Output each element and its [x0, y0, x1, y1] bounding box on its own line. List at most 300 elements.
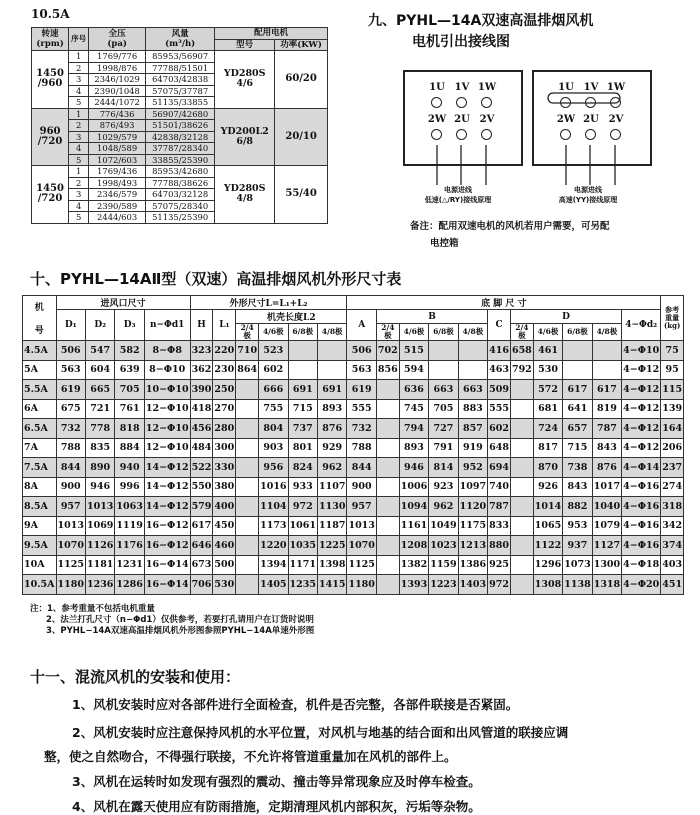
table-cell: 884 [115, 438, 144, 458]
col-outer: 外形尺寸L=L₁+L₂ [190, 296, 347, 310]
pole-subheader: 2/4极 [376, 324, 399, 341]
row-no: 4 [69, 200, 89, 212]
row-no: 3 [69, 189, 89, 201]
table-cell: 691 [288, 380, 317, 400]
table-cell: 705 [115, 380, 144, 400]
table-cell: 1040 [592, 497, 621, 517]
wiring-title: 九、PYHL—14A双速高温排烟风机 [368, 13, 594, 29]
table-cell: 9A [23, 516, 57, 536]
pressure-cell: 1072/603 [89, 154, 146, 166]
pressure-cell: 2390/589 [89, 200, 146, 212]
table-cell: 663 [429, 380, 458, 400]
table-cell: 7.5A [23, 458, 57, 478]
table-cell [510, 555, 533, 575]
table-cell [376, 419, 399, 439]
table-cell: 952 [458, 458, 487, 478]
table-cell: 1171 [288, 555, 317, 575]
table-cell: 1180 [347, 575, 376, 595]
table-row [23, 555, 684, 575]
table-cell: 1016 [259, 477, 288, 497]
table-cell: 563 [56, 360, 85, 380]
table-cell: 926 [533, 477, 562, 497]
table-cell: 500 [213, 555, 236, 575]
table-cell: 12−Φ10 [144, 399, 190, 419]
table-cell [236, 536, 259, 556]
table-cell: 666 [259, 380, 288, 400]
table-cell: 745 [399, 399, 428, 419]
table-row [23, 458, 684, 478]
table-row [23, 575, 684, 595]
table-cell: 555 [488, 399, 511, 419]
table-cell: 919 [458, 438, 487, 458]
table-cell: 12−Φ10 [144, 419, 190, 439]
table-cell: 1181 [85, 555, 114, 575]
table-cell: 461 [533, 341, 562, 361]
pressure-cell: 1769/436 [89, 166, 146, 178]
terminal-label: 1U [558, 82, 574, 93]
pole-subheader: 4/6极 [399, 324, 428, 341]
table-cell: 1070 [56, 536, 85, 556]
table-cell: 658 [510, 341, 533, 361]
table-cell [510, 477, 533, 497]
table-cell: 300 [213, 438, 236, 458]
table-cell: 946 [399, 458, 428, 478]
table-cell [510, 438, 533, 458]
table-cell: 579 [190, 497, 213, 517]
table-cell: 1187 [318, 516, 347, 536]
row-no: 4 [69, 85, 89, 97]
table-cell: 374 [661, 536, 684, 556]
table-cell: 1393 [399, 575, 428, 595]
table-cell: 1125 [56, 555, 85, 575]
table-row [32, 166, 328, 178]
table-cell: 882 [563, 497, 592, 517]
table-cell: 1223 [429, 575, 458, 595]
table-cell: 1013 [56, 516, 85, 536]
pole-subheader: 4/6极 [259, 324, 288, 341]
pole-subheader: 4/8极 [592, 324, 621, 341]
table-cell: 715 [288, 399, 317, 419]
install-para-1: 1、风机安装时应对各部件进行全面检查，机件是否完整，各部件联接是否紧固。 [72, 697, 519, 712]
table-row [23, 419, 684, 439]
table-cell: 673 [190, 555, 213, 575]
wiring-subtitle: 电机引出接线图 [412, 34, 510, 50]
table-cell: 804 [259, 419, 288, 439]
table-cell: 617 [563, 380, 592, 400]
table-cell: 1382 [399, 555, 428, 575]
table-cell: 550 [190, 477, 213, 497]
table-cell: 619 [56, 380, 85, 400]
table-cell: 778 [85, 419, 114, 439]
motor-power-cell: 20/10 [275, 108, 328, 166]
pole-subheader: 4/6极 [533, 324, 562, 341]
wiring-note-2: 电控箱 [430, 238, 459, 249]
table-cell: 737 [288, 419, 317, 439]
terminal-label: 1V [454, 82, 470, 93]
table-cell: 691 [318, 380, 347, 400]
table-cell: 925 [488, 555, 511, 575]
table-cell: 342 [661, 516, 684, 536]
table-cell: 657 [563, 419, 592, 439]
flow-cell: 85953/56907 [146, 51, 215, 63]
table-cell: 1063 [115, 497, 144, 517]
table-cell: 876 [592, 458, 621, 478]
table-cell: 681 [533, 399, 562, 419]
table-cell [236, 438, 259, 458]
table-cell [563, 341, 592, 361]
install-para-3: 3、风机在运转时如发现有强烈的震动、撞击等异常现象应及时停车检查。 [72, 774, 481, 789]
table-cell: 835 [85, 438, 114, 458]
motor-model-cell: YD280S 4/8 [215, 166, 275, 224]
table-cell [236, 458, 259, 478]
flow-cell: 42838/32128 [146, 131, 215, 143]
table-cell: 819 [592, 399, 621, 419]
table-cell: 8−Φ8 [144, 341, 190, 361]
table-cell: 724 [533, 419, 562, 439]
table-cell [376, 458, 399, 478]
table-cell: 318 [661, 497, 684, 517]
flow-cell: 77788/38626 [146, 177, 215, 189]
table-cell: 1394 [259, 555, 288, 575]
col-speed: 转速 (rpm) [32, 28, 69, 51]
table-cell [510, 575, 533, 595]
table-cell: 665 [85, 380, 114, 400]
table-cell: 694 [488, 458, 511, 478]
table-cell [236, 516, 259, 536]
table-cell [236, 497, 259, 517]
table-cell: 619 [347, 380, 376, 400]
table-cell: 530 [533, 360, 562, 380]
table-cell: 1318 [592, 575, 621, 595]
table-cell: 705 [429, 399, 458, 419]
table-cell [318, 341, 347, 361]
table-cell: 4−Φ12 [622, 380, 661, 400]
col-flow: 风量 (m³/h) [146, 28, 215, 51]
table-cell: 1236 [85, 575, 114, 595]
table-cell: 4−Φ12 [622, 419, 661, 439]
table-cell: 1014 [533, 497, 562, 517]
table-cell: 602 [259, 360, 288, 380]
flow-cell: 51501/38626 [146, 120, 215, 132]
table-cell: 4−Φ18 [622, 555, 661, 575]
pole-subheader: 4/8极 [458, 324, 487, 341]
flow-cell: 51135/25390 [146, 212, 215, 224]
pressure-cell: 2444/1072 [89, 97, 146, 109]
table-cell: 7A [23, 438, 57, 458]
col-D1: D₁ [56, 310, 85, 341]
table-cell: 876 [318, 419, 347, 439]
table-cell [288, 360, 317, 380]
table-cell [510, 419, 533, 439]
table-cell: 451 [661, 575, 684, 595]
table-cell: 1403 [458, 575, 487, 595]
table-cell: 572 [533, 380, 562, 400]
terminal-label: 1U [429, 82, 445, 93]
table-cell: 923 [429, 477, 458, 497]
table-cell: 843 [592, 438, 621, 458]
pressure-cell: 1048/589 [89, 143, 146, 155]
table-cell: 732 [56, 419, 85, 439]
col-nd1: n−Φd1 [144, 310, 190, 341]
row-no: 5 [69, 212, 89, 224]
row-no: 2 [69, 120, 89, 132]
col-weight: 参考重量(kg) [661, 296, 684, 341]
table-cell: 14−Φ12 [144, 477, 190, 497]
row-no: 5 [69, 154, 89, 166]
pole-subheader: 6/8极 [288, 324, 317, 341]
table-cell: 893 [399, 438, 428, 458]
table-cell [376, 497, 399, 517]
row-no: 2 [69, 62, 89, 74]
table-cell: 617 [592, 380, 621, 400]
table-cell: 1035 [288, 536, 317, 556]
install-para-2: 2、风机安装时应注意保持风机的水平位置，对风机与地基的结合面和出风管道的联接应调 [72, 725, 569, 740]
col-no: 序号 [69, 28, 89, 51]
table-cell: 506 [56, 341, 85, 361]
table-cell: 1180 [56, 575, 85, 595]
motor-performance-table [31, 27, 328, 224]
install-section-title: 十一、混流风机的安装和使用： [30, 668, 241, 686]
pole-subheader: 2/4极 [510, 324, 533, 341]
table-cell: 732 [347, 419, 376, 439]
table-cell: 4−Φ20 [622, 575, 661, 595]
table-cell: 1286 [115, 575, 144, 595]
table-cell: 817 [533, 438, 562, 458]
dimension-table-title: 十、PYHL—14AⅡ型（双速）高温排烟风机外形尺寸表 [30, 270, 402, 288]
col-D2: D₂ [85, 310, 114, 341]
row-no: 1 [69, 51, 89, 63]
table-row [23, 536, 684, 556]
table-cell: 787 [592, 419, 621, 439]
table-cell: 6.5A [23, 419, 57, 439]
table-cell: 323 [190, 341, 213, 361]
table-cell: 788 [56, 438, 85, 458]
table-cell [236, 399, 259, 419]
table-cell: 1006 [399, 477, 428, 497]
table-cell: 893 [318, 399, 347, 419]
table-cell: 10.5A [23, 575, 57, 595]
table-row [32, 108, 328, 120]
table-cell: 16−Φ14 [144, 555, 190, 575]
pole-subheader: 6/8极 [429, 324, 458, 341]
speed-cell: 1450 /720 [32, 166, 69, 224]
table-cell: 900 [347, 477, 376, 497]
table-cell: 555 [347, 399, 376, 419]
table-cell: 1073 [563, 555, 592, 575]
speed-cell: 960 /720 [32, 108, 69, 166]
table-cell [510, 497, 533, 517]
table-cell: 10−Φ10 [144, 380, 190, 400]
table-cell [510, 516, 533, 536]
table-cell: 883 [458, 399, 487, 419]
row-no: 5 [69, 97, 89, 109]
table-cell: 602 [488, 419, 511, 439]
pressure-cell: 1769/776 [89, 51, 146, 63]
table-cell: 903 [259, 438, 288, 458]
pole-subheader: 2/4极 [236, 324, 259, 341]
table-cell: 727 [429, 419, 458, 439]
table-cell: 715 [563, 438, 592, 458]
table-cell: 641 [563, 399, 592, 419]
table-cell: 270 [213, 399, 236, 419]
pressure-cell: 776/436 [89, 108, 146, 120]
table-cell: 824 [288, 458, 317, 478]
row-no: 3 [69, 131, 89, 143]
table-cell: 787 [488, 497, 511, 517]
table-cell: 1176 [115, 536, 144, 556]
table-cell: 139 [661, 399, 684, 419]
table-cell: 663 [458, 380, 487, 400]
col-4d2: 4−Φd₂ [622, 310, 661, 341]
table-cell: 844 [56, 458, 85, 478]
table-cell: 972 [288, 497, 317, 517]
table-cell: 250 [213, 380, 236, 400]
table-cell [510, 536, 533, 556]
table-cell: 400 [213, 497, 236, 517]
flow-cell: 37787/28340 [146, 143, 215, 155]
table-cell: 1079 [592, 516, 621, 536]
table-cell: 1061 [288, 516, 317, 536]
table1-label: 10.5A [31, 7, 70, 21]
table-cell [236, 477, 259, 497]
row-no: 4 [69, 143, 89, 155]
table-cell: 962 [318, 458, 347, 478]
table-cell: 870 [533, 458, 562, 478]
table-cell: 418 [190, 399, 213, 419]
col-D: D [510, 310, 621, 324]
table-cell: 1173 [259, 516, 288, 536]
col-foot: 底 脚 尺 寸 [347, 296, 661, 310]
table-cell: 1161 [399, 516, 428, 536]
table-cell: 1069 [85, 516, 114, 536]
table-cell: 1415 [318, 575, 347, 595]
table-cell: 1122 [533, 536, 562, 556]
table-cell: 1300 [592, 555, 621, 575]
table-cell: 4−Φ16 [622, 497, 661, 517]
table-cell: 740 [488, 477, 511, 497]
motor-model-cell: YD280S 4/6 [215, 51, 275, 109]
terminal-label: 2W [427, 114, 447, 125]
table-cell: 937 [563, 536, 592, 556]
table-cell: 791 [429, 438, 458, 458]
row-no: 3 [69, 74, 89, 86]
terminal-label: 1W [477, 82, 497, 93]
table-cell [510, 380, 533, 400]
pressure-cell: 1029/579 [89, 131, 146, 143]
table-row [23, 438, 684, 458]
terminal-label: 2U [454, 114, 470, 125]
col-inlet: 进风口尺寸 [56, 296, 190, 310]
row-no: 1 [69, 108, 89, 120]
install-para-4: 4、风机在露天使用应有防雨措施，定期清理风机内部积灰，污垢等杂物。 [72, 799, 481, 814]
table-cell [376, 399, 399, 419]
table-cell: 330 [213, 458, 236, 478]
table-cell: 900 [56, 477, 85, 497]
table-cell [236, 380, 259, 400]
table-cell: 1220 [259, 536, 288, 556]
table-cell [318, 360, 347, 380]
table-cell: 946 [85, 477, 114, 497]
table-cell: 1013 [85, 497, 114, 517]
motor-power-cell: 55/40 [275, 166, 328, 224]
table-cell: 4−Φ12 [622, 360, 661, 380]
table-cell: 933 [288, 477, 317, 497]
table-cell [458, 360, 487, 380]
table-cell: 1125 [347, 555, 376, 575]
table-cell: 755 [259, 399, 288, 419]
table-cell: 636 [399, 380, 428, 400]
table-cell [376, 536, 399, 556]
table-cell: 1107 [318, 477, 347, 497]
table-cell [592, 360, 621, 380]
wiring-note: 备注：配用双速电机的风机若用户需要，可另配 [410, 221, 610, 232]
table-cell: 1398 [318, 555, 347, 575]
table-cell: 4−Φ16 [622, 536, 661, 556]
table-cell: 1049 [429, 516, 458, 536]
table-cell: 1119 [115, 516, 144, 536]
table-cell: 1138 [563, 575, 592, 595]
col-model: 型号 [215, 39, 275, 51]
table-row [23, 477, 684, 497]
flow-cell: 56907/42680 [146, 108, 215, 120]
col-pressure: 全压 (pa) [89, 28, 146, 51]
table-cell: 1094 [399, 497, 428, 517]
table-cell [429, 360, 458, 380]
table-row [23, 497, 684, 517]
table-cell: 5A [23, 360, 57, 380]
table-cell: 8.5A [23, 497, 57, 517]
table-notes: 注：1、参考重量不包括电机重量 2、法兰打孔尺寸（n−Φd1）仅供参考，若要打孔请用户在订货时说明 3、PYHL−14A双速高温排烟风机外形图参照PYHL−14A单速外形图 [30, 604, 315, 636]
row-no: 1 [69, 166, 89, 178]
table-cell: 1231 [115, 555, 144, 575]
table-cell: 957 [347, 497, 376, 517]
table-cell: 463 [488, 360, 511, 380]
table-cell: 380 [213, 477, 236, 497]
table-cell: 403 [661, 555, 684, 575]
table-cell: 1130 [318, 497, 347, 517]
col-L2: 机壳长度L2 [236, 310, 347, 324]
table-cell: 792 [510, 360, 533, 380]
pressure-cell: 2346/579 [89, 189, 146, 201]
table-cell: 710 [236, 341, 259, 361]
table-cell: 604 [85, 360, 114, 380]
terminal-label: 1W [606, 82, 626, 93]
table-cell: 1308 [533, 575, 562, 595]
table-cell: 75 [661, 341, 684, 361]
table-cell: 8−Φ10 [144, 360, 190, 380]
table-cell: 547 [85, 341, 114, 361]
table-cell [236, 575, 259, 595]
terminal-label: 2V [608, 114, 624, 125]
terminal-label: 2U [583, 114, 599, 125]
table-cell: 957 [56, 497, 85, 517]
table-cell: 1235 [288, 575, 317, 595]
table-cell: 702 [376, 341, 399, 361]
table-cell: 6A [23, 399, 57, 419]
table-cell: 563 [347, 360, 376, 380]
table-cell: 1120 [458, 497, 487, 517]
table-cell [376, 477, 399, 497]
table-cell: 794 [399, 419, 428, 439]
col-A: A [347, 310, 376, 341]
table-cell: 1208 [399, 536, 428, 556]
table-cell: 95 [661, 360, 684, 380]
table-cell [236, 555, 259, 575]
table-cell: 16−Φ14 [144, 575, 190, 595]
table-cell: 956 [259, 458, 288, 478]
table-cell: 230 [213, 360, 236, 380]
table-row [32, 51, 328, 63]
